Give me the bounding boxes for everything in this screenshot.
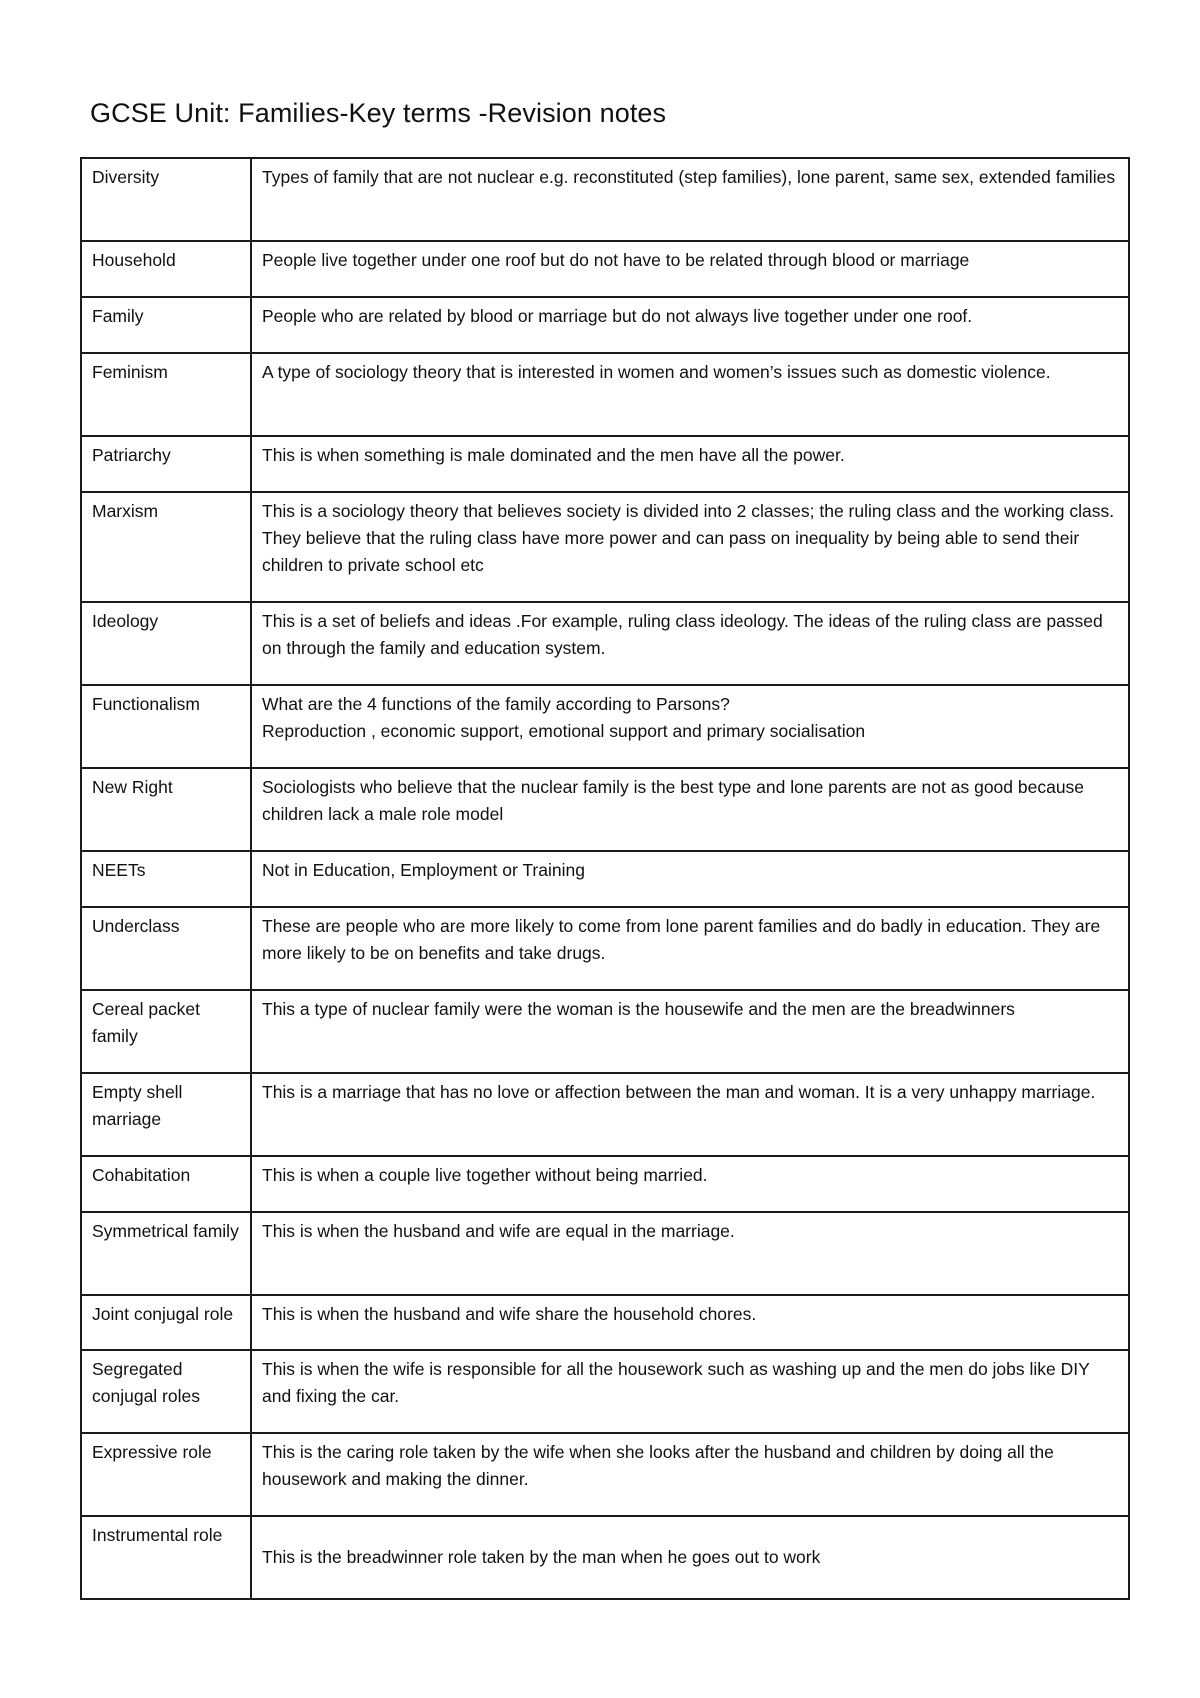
term-cell: Ideology bbox=[81, 602, 251, 685]
term-cell: Cohabitation bbox=[81, 1156, 251, 1212]
table-row bbox=[81, 241, 1129, 297]
table-row bbox=[81, 158, 1129, 241]
page-title: GCSE Unit: Families-Key terms -Revision notes bbox=[90, 98, 667, 128]
definition-cell: This is when the husband and wife are equal in the marriage. bbox=[251, 1212, 1129, 1295]
table-row bbox=[81, 297, 1129, 353]
definition-cell: This is a marriage that has no love or affection between the man and woman. It is a very unhappy marriage. bbox=[251, 1073, 1129, 1156]
table-row bbox=[81, 907, 1129, 990]
definition-cell: This is the caring role taken by the wife when she looks after the husband and children by doing all the housework and making the dinner. bbox=[251, 1433, 1129, 1516]
table-row bbox=[81, 436, 1129, 492]
term-cell: Family bbox=[81, 297, 251, 353]
term-cell: New Right bbox=[81, 768, 251, 851]
definition-cell: This is when something is male dominated and the men have all the power. bbox=[251, 436, 1129, 492]
term-cell: Patriarchy bbox=[81, 436, 251, 492]
table-row bbox=[81, 602, 1129, 685]
definition-question: What are the 4 functions of the family according to Parsons? bbox=[262, 694, 730, 714]
table-row bbox=[81, 492, 1129, 602]
term-cell: NEETs bbox=[81, 851, 251, 907]
table-row bbox=[81, 685, 1129, 768]
term-cell: Symmetrical family bbox=[81, 1212, 251, 1295]
term-cell: Segregated conjugal roles bbox=[81, 1350, 251, 1433]
definition-cell: This is when the wife is responsible for all the housework such as washing up and the men do jobs like DIY and fixing the car. bbox=[251, 1350, 1129, 1433]
definition-answer: Reproduction , economic support, emotional support and primary socialisation bbox=[262, 721, 866, 741]
key-terms-table bbox=[80, 157, 1130, 1600]
table-row bbox=[81, 990, 1129, 1073]
definition-cell: This is a sociology theory that believes society is divided into 2 classes; the ruling class and the working class. They believe that the ruling class have more power and can pass on inequality by being able to send their children to private school etc bbox=[251, 492, 1129, 602]
term-cell: Marxism bbox=[81, 492, 251, 602]
definition-cell: These are people who are more likely to come from lone parent families and do badly in education. They are more likely to be on benefits and take drugs. bbox=[251, 907, 1129, 990]
term-cell: Household bbox=[81, 241, 251, 297]
term-cell: Expressive role bbox=[81, 1433, 251, 1516]
table-row bbox=[81, 851, 1129, 907]
table-row bbox=[81, 768, 1129, 851]
definition-cell: People live together under one roof but do not have to be related through blood or marriage bbox=[251, 241, 1129, 297]
table-row bbox=[81, 1350, 1129, 1433]
definition-cell: Sociologists who believe that the nuclear family is the best type and lone parents are not as good because children lack a male role model bbox=[251, 768, 1129, 851]
definition-cell: This is when a couple live together without being married. bbox=[251, 1156, 1129, 1212]
table-row bbox=[81, 1156, 1129, 1212]
term-cell: Cereal packet family bbox=[81, 990, 251, 1073]
term-cell: Underclass bbox=[81, 907, 251, 990]
definition-cell: This is a set of beliefs and ideas .For example, ruling class ideology. The ideas of the ruling class are passed on through the family and education system. bbox=[251, 602, 1129, 685]
table-row bbox=[81, 1073, 1129, 1156]
term-cell: Feminism bbox=[81, 353, 251, 436]
definition-cell bbox=[251, 685, 1129, 768]
definition-cell: This a type of nuclear family were the woman is the housewife and the men are the breadwinners bbox=[251, 990, 1129, 1073]
term-cell: Functionalism bbox=[81, 685, 251, 768]
table-row bbox=[81, 1295, 1129, 1350]
definition-cell: This is the breadwinner role taken by the man when he goes out to work bbox=[251, 1516, 1129, 1599]
definition-cell: Types of family that are not nuclear e.g. reconstituted (step families), lone parent, same sex, extended families bbox=[251, 158, 1129, 241]
table-row bbox=[81, 1212, 1129, 1295]
table-row bbox=[81, 1433, 1129, 1516]
definition-cell: This is when the husband and wife share the household chores. bbox=[251, 1295, 1129, 1350]
definition-cell: People who are related by blood or marriage but do not always live together under one roof. bbox=[251, 297, 1129, 353]
term-cell: Empty shell marriage bbox=[81, 1073, 251, 1156]
definition-cell: Not in Education, Employment or Training bbox=[251, 851, 1129, 907]
term-cell: Instrumental role bbox=[81, 1516, 251, 1599]
definition-cell: A type of sociology theory that is interested in women and women’s issues such as domestic violence. bbox=[251, 353, 1129, 436]
table-row bbox=[81, 1516, 1129, 1599]
table-row bbox=[81, 353, 1129, 436]
term-cell: Joint conjugal role bbox=[81, 1295, 251, 1350]
term-cell: Diversity bbox=[81, 158, 251, 241]
